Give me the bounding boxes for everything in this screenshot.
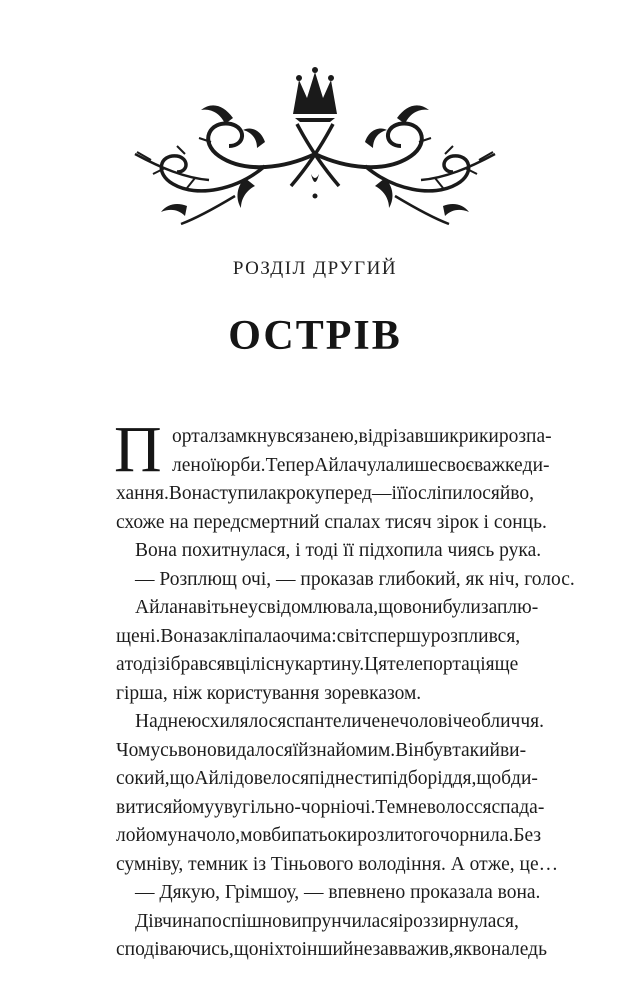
text-line: Чомусь воно видалося їй знайомим. Він був такий ви-: [116, 739, 527, 761]
crown-ornament-icon: [115, 58, 515, 233]
text-line: леної юрби. Тепер Айла чула лише своє важке ди-: [172, 454, 550, 476]
text-line: сумніву, темник із Тіньового володіння. А отже, це…: [116, 853, 559, 875]
body-text: [114, 413, 575, 965]
text-line: гірша, ніж користування зоревказом.: [116, 682, 422, 704]
text-line: Вона похитнулася, і тоді її підхопила чиясь рука.: [135, 540, 542, 561]
text-line: — Розплющ очі, — проказав глибокий, як ніч, голос.: [135, 568, 575, 590]
text-line: Над нею схилялося спантеличене чоловіче обличчя.: [135, 711, 544, 732]
text-line: схоже на передсмертний спалах тисяч зірок і сонць.: [116, 511, 547, 533]
text-line: Айла навіть не усвідомлювала, що вони були заплю-: [135, 597, 539, 618]
text-line: витися йому у вугільно-чорні очі. Темне волосся спада-: [116, 796, 545, 818]
text-line: Дівчина поспішно випрунчилася і роззирнулася,: [135, 910, 519, 932]
text-line: а тоді зібрався в цілісну картину. Ця телепортація ще: [116, 654, 519, 675]
text-line: хання. Вона ступила крок уперед — і її осліпило сяйво,: [116, 483, 534, 504]
text-line: ло йому на чоло, мовби патьоки розлитого чорнила. Без: [116, 825, 542, 846]
chapter-title: ОСТРІВ: [228, 313, 402, 359]
text-line: сподіваючись, що ніхто інший не завважив, як вона ледь: [116, 939, 547, 960]
drop-cap: П: [114, 413, 162, 486]
text-line: щені. Вона закліпала очима: світ спершу розплився,: [116, 625, 521, 647]
text-line: сокий, що Айлі довелося піднести підборіддя, щоб ди-: [116, 768, 538, 789]
text-line: ортал замкнувся за нею, відрізавши крики розпа-: [172, 426, 552, 447]
chapter-label: РОЗДІЛ ДРУГИЙ: [232, 258, 398, 279]
text-line: — Дякую, Грімшоу, — впевнено проказала вона.: [135, 882, 541, 903]
